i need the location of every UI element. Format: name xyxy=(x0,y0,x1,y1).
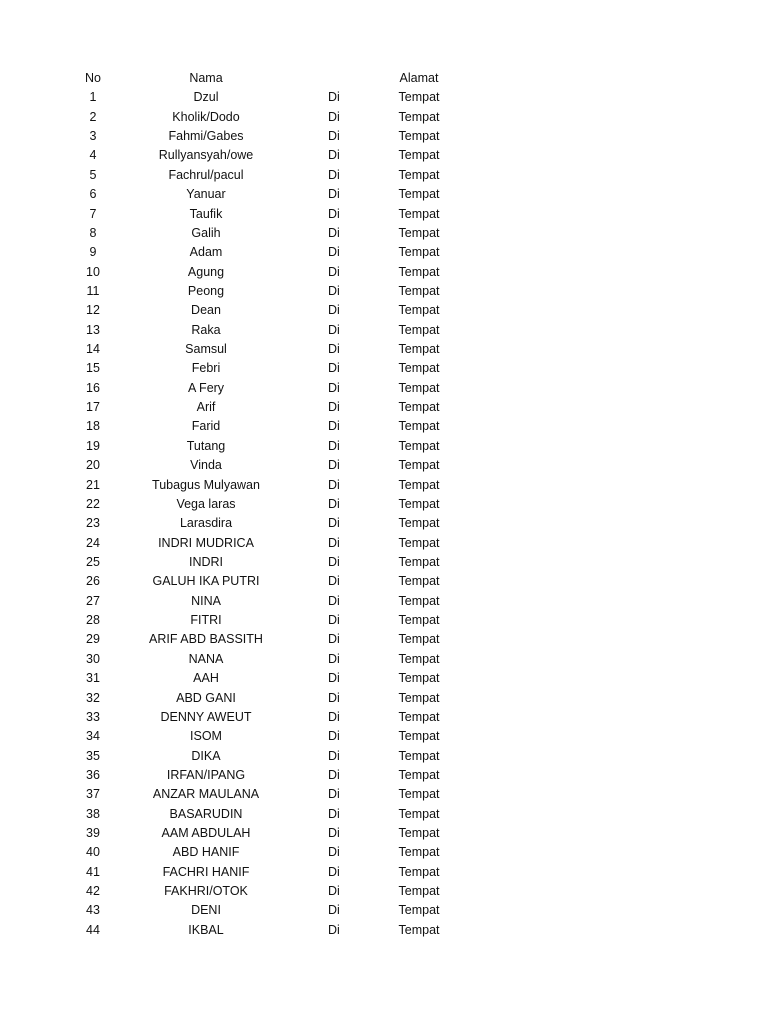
row-di: Di xyxy=(328,148,340,163)
row-nama: Yanuar xyxy=(186,187,226,202)
row-nama: ISOM xyxy=(190,729,222,744)
table-row xyxy=(0,669,768,688)
row-alamat: Tempat xyxy=(398,477,440,492)
table-row xyxy=(0,398,768,417)
row-di: Di xyxy=(328,206,340,221)
row-no: 30 xyxy=(86,651,100,666)
row-alamat: Tempat xyxy=(398,419,440,434)
row-nama: NANA xyxy=(188,651,224,666)
table-row xyxy=(0,166,768,185)
row-no: 19 xyxy=(86,438,100,453)
row-alamat: Tempat xyxy=(398,903,440,918)
row-nama: Agung xyxy=(187,264,225,279)
row-alamat: Tempat xyxy=(398,264,440,279)
row-no: 2 xyxy=(89,109,97,124)
row-no: 33 xyxy=(86,709,100,724)
table-row xyxy=(0,379,768,398)
table-row xyxy=(0,921,768,940)
row-di: Di xyxy=(328,826,340,841)
row-alamat: Tempat xyxy=(398,496,440,511)
row-nama: IRFAN/IPANG xyxy=(166,767,246,782)
row-no: 41 xyxy=(86,864,100,879)
row-nama: FITRI xyxy=(190,613,222,628)
header-alamat: Alamat xyxy=(399,71,439,85)
row-nama: Raka xyxy=(191,322,221,337)
row-nama: A Fery xyxy=(187,380,225,395)
row-no: 37 xyxy=(86,787,100,802)
table-row xyxy=(0,282,768,301)
row-no: 43 xyxy=(86,903,100,918)
row-no: 1 xyxy=(89,90,97,105)
row-nama: DENI xyxy=(191,903,221,918)
row-nama: Arif xyxy=(196,400,216,415)
row-no: 25 xyxy=(86,554,100,569)
row-di: Di xyxy=(328,651,340,666)
row-di: Di xyxy=(328,671,340,686)
row-di: Di xyxy=(328,129,340,144)
row-alamat: Tempat xyxy=(398,729,440,744)
table-row xyxy=(0,321,768,340)
row-nama: Vinda xyxy=(190,458,222,473)
row-no: 3 xyxy=(89,129,97,144)
row-di: Di xyxy=(328,187,340,202)
row-no: 42 xyxy=(86,884,100,899)
table-row xyxy=(0,340,768,359)
row-no: 26 xyxy=(86,574,100,589)
row-alamat: Tempat xyxy=(398,535,440,550)
row-alamat: Tempat xyxy=(398,651,440,666)
row-di: Di xyxy=(328,419,340,434)
row-no: 27 xyxy=(86,593,100,608)
row-nama: AAH xyxy=(193,671,219,686)
row-nama: Tutang xyxy=(186,438,226,453)
table-row xyxy=(0,843,768,862)
table-row xyxy=(0,263,768,282)
row-no: 40 xyxy=(86,845,100,860)
row-di: Di xyxy=(328,709,340,724)
row-nama: DIKA xyxy=(191,748,221,763)
table-row xyxy=(0,863,768,882)
row-nama: BASARUDIN xyxy=(169,806,243,821)
row-alamat: Tempat xyxy=(398,187,440,202)
table-row xyxy=(0,630,768,649)
row-di: Di xyxy=(328,245,340,260)
row-no: 12 xyxy=(86,303,100,318)
row-no: 24 xyxy=(86,535,100,550)
row-nama: Adam xyxy=(189,245,223,260)
row-alamat: Tempat xyxy=(398,438,440,453)
row-di: Di xyxy=(328,554,340,569)
row-no: 15 xyxy=(86,361,100,376)
row-nama: INDRI MUDRICA xyxy=(158,535,254,550)
row-di: Di xyxy=(328,496,340,511)
row-di: Di xyxy=(328,632,340,647)
row-di: Di xyxy=(328,303,340,318)
row-alamat: Tempat xyxy=(398,632,440,647)
table-row xyxy=(0,882,768,901)
row-nama: Larasdira xyxy=(179,516,233,531)
row-no: 14 xyxy=(86,342,100,357)
row-no: 23 xyxy=(86,516,100,531)
row-alamat: Tempat xyxy=(398,322,440,337)
row-alamat: Tempat xyxy=(398,90,440,105)
table-row xyxy=(0,534,768,553)
row-alamat: Tempat xyxy=(398,303,440,318)
row-di: Di xyxy=(328,380,340,395)
row-di: Di xyxy=(328,438,340,453)
row-nama: Farid xyxy=(191,419,221,434)
row-di: Di xyxy=(328,458,340,473)
row-alamat: Tempat xyxy=(398,709,440,724)
row-alamat: Tempat xyxy=(398,593,440,608)
row-no: 11 xyxy=(86,283,100,298)
table-row xyxy=(0,572,768,591)
table-row xyxy=(0,766,768,785)
row-no: 10 xyxy=(86,264,100,279)
row-no: 35 xyxy=(86,748,100,763)
row-di: Di xyxy=(328,400,340,415)
row-no: 38 xyxy=(86,806,100,821)
row-di: Di xyxy=(328,109,340,124)
row-no: 44 xyxy=(86,922,100,937)
row-alamat: Tempat xyxy=(398,129,440,144)
row-alamat: Tempat xyxy=(398,690,440,705)
table-row xyxy=(0,611,768,630)
row-alamat: Tempat xyxy=(398,342,440,357)
row-di: Di xyxy=(328,613,340,628)
header-row xyxy=(0,69,768,88)
row-di: Di xyxy=(328,167,340,182)
table-row xyxy=(0,785,768,804)
row-nama: ARIF ABD BASSITH xyxy=(149,632,263,647)
row-nama: Taufik xyxy=(189,206,223,221)
row-alamat: Tempat xyxy=(398,574,440,589)
table-row xyxy=(0,146,768,165)
row-di: Di xyxy=(328,922,340,937)
row-alamat: Tempat xyxy=(398,554,440,569)
row-no: 34 xyxy=(86,729,100,744)
row-nama: Vega laras xyxy=(176,496,236,511)
table-row xyxy=(0,108,768,127)
row-no: 32 xyxy=(86,690,100,705)
row-alamat: Tempat xyxy=(398,516,440,531)
row-no: 31 xyxy=(86,671,100,686)
row-nama: FAKHRI/OTOK xyxy=(164,884,248,899)
row-nama: NINA xyxy=(191,593,221,608)
header-no: No xyxy=(85,71,101,85)
table-row xyxy=(0,901,768,920)
row-di: Di xyxy=(328,690,340,705)
row-nama: Peong xyxy=(187,283,225,298)
row-no: 39 xyxy=(86,826,100,841)
row-alamat: Tempat xyxy=(398,206,440,221)
table-row xyxy=(0,88,768,107)
row-alamat: Tempat xyxy=(398,864,440,879)
row-nama: Fachrul/pacul xyxy=(168,167,244,182)
row-alamat: Tempat xyxy=(398,148,440,163)
row-alamat: Tempat xyxy=(398,400,440,415)
row-alamat: Tempat xyxy=(398,225,440,240)
row-nama: Samsul xyxy=(185,342,227,357)
row-nama: Kholik/Dodo xyxy=(172,109,240,124)
table-row xyxy=(0,456,768,475)
row-alamat: Tempat xyxy=(398,283,440,298)
row-no: 16 xyxy=(86,380,100,395)
row-nama: IKBAL xyxy=(188,922,224,937)
row-nama: Fahmi/Gabes xyxy=(168,129,244,144)
header-nama: Nama xyxy=(189,71,223,85)
row-di: Di xyxy=(328,903,340,918)
table-row xyxy=(0,650,768,669)
row-nama: Tubagus Mulyawan xyxy=(152,477,260,492)
table-row xyxy=(0,514,768,533)
row-alamat: Tempat xyxy=(398,845,440,860)
table-row xyxy=(0,824,768,843)
row-nama: Rullyansyah/owe xyxy=(158,148,254,163)
row-di: Di xyxy=(328,767,340,782)
row-alamat: Tempat xyxy=(398,380,440,395)
row-alamat: Tempat xyxy=(398,458,440,473)
row-nama: AAM ABDULAH xyxy=(161,826,251,841)
row-no: 20 xyxy=(86,458,100,473)
row-di: Di xyxy=(328,477,340,492)
row-no: 4 xyxy=(89,148,97,163)
table-row xyxy=(0,243,768,262)
row-di: Di xyxy=(328,884,340,899)
row-di: Di xyxy=(328,787,340,802)
name-list-table xyxy=(0,69,768,940)
row-alamat: Tempat xyxy=(398,109,440,124)
row-di: Di xyxy=(328,283,340,298)
row-nama: ABD GANI xyxy=(176,690,236,705)
row-di: Di xyxy=(328,535,340,550)
row-di: Di xyxy=(328,748,340,763)
row-nama: ABD HANIF xyxy=(172,845,240,860)
row-alamat: Tempat xyxy=(398,922,440,937)
row-nama: FACHRI HANIF xyxy=(162,864,250,879)
row-no: 7 xyxy=(89,206,97,221)
row-alamat: Tempat xyxy=(398,826,440,841)
table-row xyxy=(0,127,768,146)
row-di: Di xyxy=(328,361,340,376)
row-no: 28 xyxy=(86,613,100,628)
row-no: 6 xyxy=(89,187,97,202)
row-alamat: Tempat xyxy=(398,787,440,802)
row-di: Di xyxy=(328,845,340,860)
row-di: Di xyxy=(328,593,340,608)
table-row xyxy=(0,185,768,204)
row-no: 9 xyxy=(89,245,97,260)
row-di: Di xyxy=(328,264,340,279)
table-row xyxy=(0,205,768,224)
row-alamat: Tempat xyxy=(398,748,440,763)
row-alamat: Tempat xyxy=(398,884,440,899)
row-di: Di xyxy=(328,729,340,744)
table-row xyxy=(0,417,768,436)
row-no: 29 xyxy=(86,632,100,647)
row-no: 13 xyxy=(86,322,100,337)
row-alamat: Tempat xyxy=(398,245,440,260)
table-row xyxy=(0,727,768,746)
table-row xyxy=(0,553,768,572)
row-alamat: Tempat xyxy=(398,767,440,782)
row-no: 22 xyxy=(86,496,100,511)
row-nama: Febri xyxy=(191,361,221,376)
row-no: 8 xyxy=(89,225,97,240)
row-nama: INDRI xyxy=(188,554,224,569)
row-di: Di xyxy=(328,806,340,821)
row-di: Di xyxy=(328,574,340,589)
row-alamat: Tempat xyxy=(398,361,440,376)
row-no: 5 xyxy=(89,167,97,182)
row-alamat: Tempat xyxy=(398,167,440,182)
table-row xyxy=(0,708,768,727)
row-no: 18 xyxy=(86,419,100,434)
row-alamat: Tempat xyxy=(398,671,440,686)
table-row xyxy=(0,747,768,766)
table-row xyxy=(0,476,768,495)
row-no: 17 xyxy=(86,400,100,415)
row-no: 36 xyxy=(86,767,100,782)
row-nama: Dean xyxy=(191,303,221,318)
table-row xyxy=(0,592,768,611)
row-nama: DENNY AWEUT xyxy=(160,709,252,724)
row-di: Di xyxy=(328,90,340,105)
row-di: Di xyxy=(328,864,340,879)
row-no: 21 xyxy=(86,477,100,492)
table-row xyxy=(0,805,768,824)
table-row xyxy=(0,359,768,378)
row-nama: Galih xyxy=(191,225,221,240)
row-alamat: Tempat xyxy=(398,806,440,821)
table-row xyxy=(0,689,768,708)
table-row xyxy=(0,495,768,514)
row-di: Di xyxy=(328,322,340,337)
row-di: Di xyxy=(328,225,340,240)
row-alamat: Tempat xyxy=(398,613,440,628)
table-row xyxy=(0,301,768,320)
table-body xyxy=(0,88,768,940)
table-row xyxy=(0,437,768,456)
row-di: Di xyxy=(328,516,340,531)
row-nama: Dzul xyxy=(193,90,219,105)
table-row xyxy=(0,224,768,243)
row-nama: GALUH IKA PUTRI xyxy=(152,574,260,589)
row-nama: ANZAR MAULANA xyxy=(152,787,260,802)
row-di: Di xyxy=(328,342,340,357)
